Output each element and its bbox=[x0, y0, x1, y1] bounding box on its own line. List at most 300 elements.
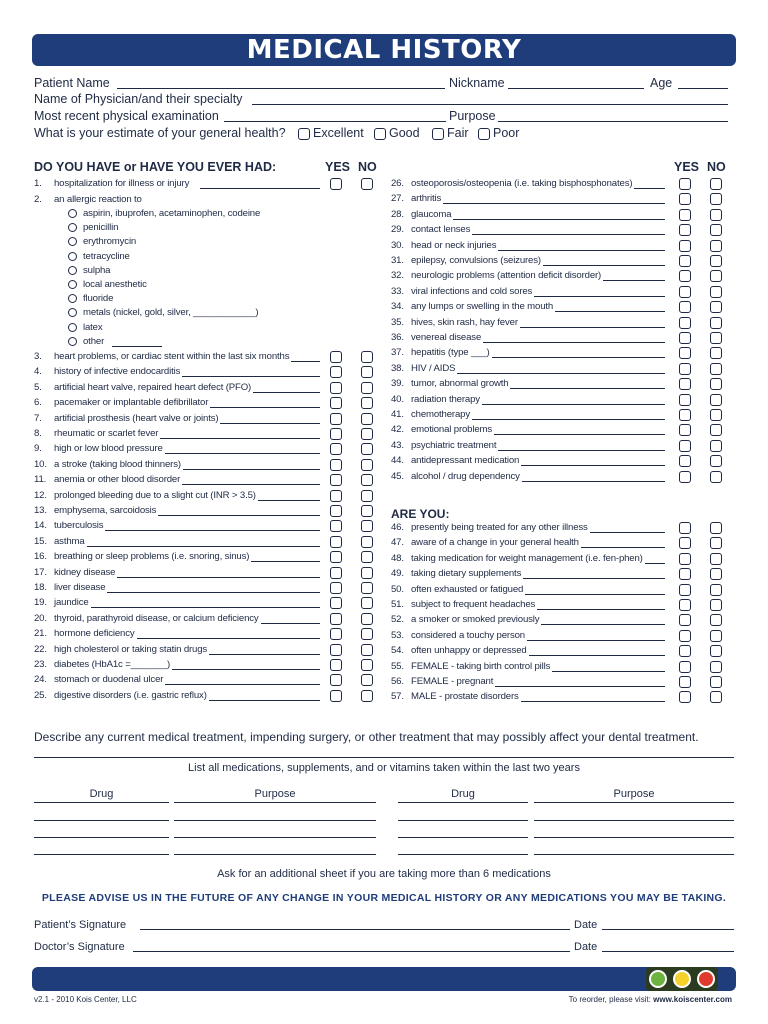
answer-line[interactable] bbox=[603, 280, 665, 281]
question-item bbox=[34, 505, 156, 517]
exam-purpose-field[interactable] bbox=[498, 121, 728, 122]
no-checkbox[interactable] bbox=[710, 537, 722, 549]
yes-checkbox[interactable] bbox=[679, 455, 691, 467]
yes-checkbox[interactable] bbox=[330, 366, 342, 378]
yes-checkbox[interactable] bbox=[679, 676, 691, 688]
yes-checkbox[interactable] bbox=[330, 474, 342, 486]
question-text: anemia or other blood disorder bbox=[54, 474, 181, 486]
question-item bbox=[391, 440, 496, 452]
answer-line[interactable] bbox=[183, 469, 320, 470]
no-checkbox[interactable] bbox=[361, 674, 373, 686]
yes-checkbox[interactable] bbox=[679, 568, 691, 580]
answer-line[interactable] bbox=[472, 419, 665, 420]
allergy-option-radio[interactable] bbox=[68, 223, 77, 232]
question-item bbox=[391, 630, 525, 642]
yes-checkbox[interactable] bbox=[679, 394, 691, 406]
yes-checkbox[interactable] bbox=[679, 409, 691, 421]
medication-entry-line[interactable] bbox=[534, 854, 734, 855]
question-number: 36. bbox=[391, 332, 404, 343]
yes-checkbox[interactable] bbox=[330, 690, 342, 702]
question-text: aware of a change in your general health bbox=[411, 537, 579, 549]
answer-line[interactable] bbox=[107, 592, 320, 593]
medication-entry-line[interactable] bbox=[34, 837, 169, 838]
no-checkbox[interactable] bbox=[361, 567, 373, 579]
allergy-option-radio[interactable] bbox=[68, 308, 77, 317]
question-item bbox=[34, 628, 135, 640]
no-checkbox[interactable] bbox=[361, 690, 373, 702]
no-checkbox[interactable] bbox=[710, 378, 722, 390]
answer-line[interactable] bbox=[510, 388, 665, 389]
yes-checkbox[interactable] bbox=[679, 522, 691, 534]
no-checkbox[interactable] bbox=[710, 363, 722, 375]
no-checkbox[interactable] bbox=[710, 676, 722, 688]
question-item bbox=[34, 428, 158, 440]
no-checkbox[interactable] bbox=[361, 644, 373, 656]
nickname-field[interactable] bbox=[508, 88, 644, 89]
yes-checkbox[interactable] bbox=[679, 424, 691, 436]
yes-checkbox[interactable] bbox=[679, 537, 691, 549]
no-checkbox[interactable] bbox=[361, 505, 373, 517]
describe-treatment-field[interactable] bbox=[34, 757, 734, 758]
yes-checkbox[interactable] bbox=[330, 582, 342, 594]
doctor-signature-field[interactable] bbox=[133, 951, 570, 952]
no-checkbox[interactable] bbox=[710, 347, 722, 359]
question-text: FEMALE - taking birth control pills bbox=[411, 660, 551, 672]
answer-line[interactable] bbox=[483, 342, 665, 343]
yes-checkbox[interactable] bbox=[330, 178, 342, 190]
question-number: 31. bbox=[391, 255, 404, 266]
question-item bbox=[391, 537, 579, 549]
no-checkbox[interactable] bbox=[361, 459, 373, 471]
yes-checkbox[interactable] bbox=[679, 178, 691, 190]
question-number: 34. bbox=[391, 301, 404, 313]
answer-line[interactable] bbox=[91, 607, 320, 608]
yes-checkbox[interactable] bbox=[330, 644, 342, 656]
yes-checkbox[interactable] bbox=[330, 659, 342, 671]
question-item bbox=[391, 568, 521, 580]
health-fair-label: Fair bbox=[447, 126, 469, 140]
question-number: 19. bbox=[34, 597, 47, 609]
yes-column-header-left: YES bbox=[325, 160, 351, 174]
question-item bbox=[34, 597, 89, 609]
question-text: digestive disorders (i.e. gastric reflux) bbox=[54, 689, 207, 701]
yes-checkbox[interactable] bbox=[330, 567, 342, 579]
no-checkbox[interactable] bbox=[710, 332, 722, 344]
health-poor-label: Poor bbox=[493, 126, 520, 140]
no-column-header-left: NO bbox=[358, 160, 377, 174]
allergy-option-label: erythromycin bbox=[83, 236, 137, 248]
question-text: hives, skin rash, hay fever bbox=[411, 316, 518, 328]
question-item bbox=[34, 520, 103, 532]
yes-checkbox[interactable] bbox=[679, 270, 691, 282]
question-text: heart problems, or cardiac stent within the last six months bbox=[54, 351, 290, 362]
medication-entry-line[interactable] bbox=[534, 820, 734, 821]
patient-name-field[interactable] bbox=[117, 88, 445, 89]
answer-line[interactable] bbox=[495, 686, 665, 687]
medication-entry-line[interactable] bbox=[34, 802, 169, 803]
answer-line[interactable] bbox=[552, 671, 665, 672]
physician-label: Name of Physician/and their specialty bbox=[34, 92, 243, 106]
yes-checkbox[interactable] bbox=[330, 397, 342, 409]
question-number: 55. bbox=[391, 660, 404, 672]
answer-line[interactable] bbox=[645, 563, 665, 564]
no-checkbox[interactable] bbox=[710, 193, 722, 205]
no-checkbox[interactable] bbox=[361, 413, 373, 425]
medication-entry-line[interactable] bbox=[174, 854, 376, 855]
answer-line[interactable] bbox=[209, 700, 320, 701]
allergy-option-label: sulpha bbox=[83, 264, 111, 276]
no-checkbox[interactable] bbox=[710, 645, 722, 657]
medication-entry-line[interactable] bbox=[398, 802, 528, 803]
answer-line[interactable] bbox=[498, 250, 665, 251]
yes-checkbox[interactable] bbox=[679, 691, 691, 703]
answer-line[interactable] bbox=[457, 373, 665, 374]
answer-line[interactable] bbox=[172, 669, 320, 670]
yes-checkbox[interactable] bbox=[330, 551, 342, 563]
question-item bbox=[391, 255, 541, 267]
answer-line[interactable] bbox=[590, 532, 665, 533]
yes-checkbox[interactable] bbox=[679, 255, 691, 267]
yes-checkbox[interactable] bbox=[679, 286, 691, 298]
answer-line[interactable] bbox=[534, 296, 665, 297]
yes-checkbox[interactable] bbox=[679, 347, 691, 359]
question-item bbox=[34, 397, 208, 409]
doctor-date-field[interactable] bbox=[602, 951, 734, 952]
question-number: 18. bbox=[34, 582, 47, 593]
patient-date-field[interactable] bbox=[602, 929, 734, 930]
yes-checkbox[interactable] bbox=[679, 240, 691, 252]
no-checkbox[interactable] bbox=[361, 659, 373, 671]
no-checkbox[interactable] bbox=[710, 224, 722, 236]
medication-entry-line[interactable] bbox=[174, 820, 376, 821]
answer-line[interactable] bbox=[521, 701, 665, 702]
question-item bbox=[391, 178, 632, 190]
no-checkbox[interactable] bbox=[710, 691, 722, 703]
question-text: venereal disease bbox=[411, 332, 482, 343]
extra-sheet-note: Ask for an additional sheet if you are taking more than 6 medications bbox=[217, 868, 551, 880]
question-number: 47. bbox=[391, 537, 404, 549]
yes-checkbox[interactable] bbox=[330, 505, 342, 517]
answer-line[interactable] bbox=[165, 453, 320, 454]
yes-checkbox[interactable] bbox=[679, 193, 691, 205]
no-checkbox[interactable] bbox=[710, 471, 722, 483]
question-item bbox=[391, 645, 527, 657]
answer-line[interactable] bbox=[634, 188, 665, 189]
answer-line[interactable] bbox=[261, 623, 320, 624]
no-checkbox[interactable] bbox=[361, 178, 373, 190]
answer-line[interactable] bbox=[472, 234, 665, 235]
medication-entry-line[interactable] bbox=[174, 802, 376, 803]
question-number: 57. bbox=[391, 691, 404, 703]
yes-checkbox[interactable] bbox=[330, 428, 342, 440]
answer-line[interactable] bbox=[521, 465, 665, 466]
medication-entry-line[interactable] bbox=[534, 802, 734, 803]
yellow-light-icon bbox=[673, 970, 691, 988]
no-checkbox[interactable] bbox=[710, 240, 722, 252]
answer-line[interactable] bbox=[525, 594, 665, 595]
no-checkbox[interactable] bbox=[710, 440, 722, 452]
patient-signature-field[interactable] bbox=[140, 929, 570, 930]
answer-line[interactable] bbox=[165, 684, 320, 685]
question-item bbox=[391, 471, 520, 483]
yes-checkbox[interactable] bbox=[679, 614, 691, 626]
answer-line[interactable] bbox=[492, 357, 665, 358]
answer-line[interactable] bbox=[494, 434, 665, 435]
no-checkbox[interactable] bbox=[361, 551, 373, 563]
version-info: v2.1 - 2010 Kois Center, LLC bbox=[34, 995, 137, 1004]
question-number: 27. bbox=[391, 193, 404, 205]
answer-line[interactable] bbox=[160, 438, 320, 439]
question-number: 14. bbox=[34, 520, 47, 532]
no-checkbox[interactable] bbox=[710, 178, 722, 190]
answer-line[interactable] bbox=[105, 530, 320, 531]
allergy-option-radio[interactable] bbox=[68, 237, 77, 246]
medication-entry-line[interactable] bbox=[34, 854, 169, 855]
doctor-date-label: Date bbox=[574, 941, 598, 953]
question-text: taking medication for weight management (i.e. fen-phen) bbox=[411, 552, 643, 564]
question-number: 37. bbox=[391, 347, 404, 359]
yes-checkbox[interactable] bbox=[330, 674, 342, 686]
drug-header-left: Drug bbox=[89, 788, 114, 800]
question-number: 54. bbox=[391, 645, 404, 657]
health-good-checkbox[interactable] bbox=[374, 128, 386, 140]
physician-field[interactable] bbox=[252, 104, 728, 105]
question-number: 10. bbox=[34, 458, 47, 470]
question-number: 22. bbox=[34, 643, 47, 655]
no-checkbox[interactable] bbox=[361, 628, 373, 640]
question-text: hepatitis (type ___) bbox=[411, 347, 490, 359]
title-banner bbox=[32, 34, 736, 66]
medication-entry-line[interactable] bbox=[34, 820, 169, 821]
allergy-option-radio[interactable] bbox=[68, 280, 77, 289]
answer-line[interactable] bbox=[529, 655, 665, 656]
answer-line[interactable] bbox=[137, 638, 320, 639]
medication-entry-line[interactable] bbox=[398, 854, 528, 855]
yes-checkbox[interactable] bbox=[330, 490, 342, 502]
health-poor-checkbox[interactable] bbox=[478, 128, 490, 140]
yes-checkbox[interactable] bbox=[679, 209, 691, 221]
no-checkbox[interactable] bbox=[361, 536, 373, 548]
yes-checkbox[interactable] bbox=[679, 332, 691, 344]
question-number: 53. bbox=[391, 629, 404, 641]
reorder-info: To reorder, please visit: www.koiscenter.com bbox=[568, 995, 732, 1004]
allergy-option-radio[interactable] bbox=[68, 294, 77, 303]
allergy-option-radio[interactable] bbox=[68, 252, 77, 261]
no-checkbox[interactable] bbox=[710, 301, 722, 313]
answer-line[interactable] bbox=[209, 654, 320, 655]
answer-line[interactable] bbox=[258, 500, 320, 501]
answer-line[interactable] bbox=[220, 423, 320, 424]
answer-line[interactable] bbox=[555, 311, 665, 312]
no-checkbox[interactable] bbox=[361, 597, 373, 609]
question-number: 20. bbox=[34, 612, 47, 624]
allergy-option-radio[interactable] bbox=[68, 209, 77, 218]
yes-checkbox[interactable] bbox=[679, 363, 691, 375]
answer-line[interactable] bbox=[253, 392, 320, 393]
allergy-option-label: metals (nickel, gold, silver, ____________) bbox=[83, 307, 259, 319]
answer-line[interactable] bbox=[537, 609, 665, 610]
allergy-option-radio[interactable] bbox=[68, 337, 77, 346]
medication-entry-line[interactable] bbox=[534, 837, 734, 838]
question-number: 3. bbox=[34, 351, 42, 362]
question-number: 13. bbox=[34, 505, 47, 516]
question-number: 45. bbox=[391, 470, 404, 482]
question-item bbox=[34, 674, 163, 686]
question-number: 28. bbox=[391, 208, 404, 220]
no-checkbox[interactable] bbox=[710, 286, 722, 298]
allergy-option-radio[interactable] bbox=[68, 323, 77, 332]
question-number: 6. bbox=[34, 397, 42, 409]
yes-checkbox[interactable] bbox=[679, 378, 691, 390]
yes-checkbox[interactable] bbox=[679, 661, 691, 673]
yes-checkbox[interactable] bbox=[330, 628, 342, 640]
reorder-link[interactable]: www.koiscenter.com bbox=[653, 995, 732, 1004]
answer-line[interactable] bbox=[541, 624, 665, 625]
answer-line[interactable] bbox=[158, 515, 320, 516]
question-item bbox=[391, 363, 455, 375]
answer-line[interactable] bbox=[522, 481, 665, 482]
nickname-label: Nickname bbox=[449, 76, 505, 90]
yes-checkbox[interactable] bbox=[679, 553, 691, 565]
medication-entry-line[interactable] bbox=[174, 837, 376, 838]
health-excellent-checkbox[interactable] bbox=[298, 128, 310, 140]
no-checkbox[interactable] bbox=[710, 568, 722, 580]
medication-entry-line[interactable] bbox=[398, 820, 528, 821]
no-checkbox[interactable] bbox=[710, 270, 722, 282]
no-checkbox[interactable] bbox=[361, 443, 373, 455]
answer-line[interactable] bbox=[291, 361, 320, 362]
no-checkbox[interactable] bbox=[710, 614, 722, 626]
question-text: tuberculosis bbox=[54, 520, 104, 532]
yes-checkbox[interactable] bbox=[679, 584, 691, 596]
answer-line[interactable] bbox=[200, 188, 320, 189]
exam-field[interactable] bbox=[224, 121, 446, 122]
question-item bbox=[391, 332, 481, 344]
question-item bbox=[391, 394, 480, 406]
no-checkbox[interactable] bbox=[361, 490, 373, 502]
no-checkbox[interactable] bbox=[361, 397, 373, 409]
yes-checkbox[interactable] bbox=[330, 413, 342, 425]
medication-entry-line[interactable] bbox=[398, 837, 528, 838]
no-checkbox[interactable] bbox=[361, 351, 373, 363]
question-text: osteoporosis/osteopenia (i.e. taking bisphosphonates) bbox=[411, 178, 633, 189]
no-checkbox[interactable] bbox=[710, 522, 722, 534]
answer-line[interactable] bbox=[251, 561, 320, 562]
question-text: liver disease bbox=[54, 582, 106, 593]
no-checkbox[interactable] bbox=[361, 428, 373, 440]
answer-line[interactable] bbox=[453, 219, 665, 220]
yes-checkbox[interactable] bbox=[330, 459, 342, 471]
yes-checkbox[interactable] bbox=[679, 471, 691, 483]
question-text: prolonged bleeding due to a slight cut (INR > 3.5) bbox=[54, 489, 256, 501]
question-number: 4. bbox=[34, 366, 42, 378]
question-number: 56. bbox=[391, 676, 404, 687]
no-checkbox[interactable] bbox=[710, 209, 722, 221]
other-allergy-field[interactable] bbox=[112, 346, 162, 347]
question-number: 9. bbox=[34, 443, 42, 455]
yes-checkbox[interactable] bbox=[330, 443, 342, 455]
allergy-option-radio[interactable] bbox=[68, 266, 77, 275]
yes-checkbox[interactable] bbox=[679, 645, 691, 657]
question-item bbox=[391, 270, 601, 282]
no-checkbox[interactable] bbox=[710, 661, 722, 673]
answer-line[interactable] bbox=[581, 547, 665, 548]
question-number: 50. bbox=[391, 583, 404, 595]
no-checkbox[interactable] bbox=[710, 409, 722, 421]
medications-title: List all medications, supplements, and or vitamins taken within the last two years bbox=[188, 762, 580, 774]
answer-line[interactable] bbox=[527, 640, 665, 641]
question-number: 24. bbox=[34, 674, 47, 686]
no-checkbox[interactable] bbox=[710, 553, 722, 565]
no-checkbox[interactable] bbox=[361, 613, 373, 625]
answer-line[interactable] bbox=[182, 376, 320, 377]
yes-checkbox[interactable] bbox=[679, 301, 691, 313]
question-item bbox=[391, 691, 519, 703]
answer-line[interactable] bbox=[520, 327, 665, 328]
no-checkbox[interactable] bbox=[361, 474, 373, 486]
answer-line[interactable] bbox=[482, 404, 665, 405]
no-checkbox[interactable] bbox=[710, 584, 722, 596]
health-fair-checkbox[interactable] bbox=[432, 128, 444, 140]
answer-line[interactable] bbox=[523, 578, 665, 579]
no-checkbox[interactable] bbox=[710, 455, 722, 467]
yes-checkbox[interactable] bbox=[330, 351, 342, 363]
question-number: 17. bbox=[34, 566, 47, 578]
no-checkbox[interactable] bbox=[710, 394, 722, 406]
answer-line[interactable] bbox=[117, 577, 320, 578]
yes-checkbox[interactable] bbox=[679, 630, 691, 642]
question-item: 2. an allergic reaction to bbox=[34, 194, 142, 205]
no-checkbox[interactable] bbox=[361, 582, 373, 594]
question-number: 25. bbox=[34, 689, 47, 701]
yes-checkbox[interactable] bbox=[330, 597, 342, 609]
no-checkbox[interactable] bbox=[710, 630, 722, 642]
answer-line[interactable] bbox=[498, 450, 665, 451]
question-item bbox=[34, 644, 207, 656]
green-light-icon bbox=[649, 970, 667, 988]
traffic-light-logo bbox=[646, 967, 718, 991]
yes-checkbox[interactable] bbox=[679, 599, 691, 611]
yes-checkbox[interactable] bbox=[330, 613, 342, 625]
yes-checkbox[interactable] bbox=[679, 440, 691, 452]
yes-column-header-right: YES bbox=[674, 160, 700, 174]
question-text: thyroid, parathyroid disease, or calcium deficiency bbox=[54, 612, 259, 624]
no-checkbox[interactable] bbox=[710, 317, 722, 329]
answer-line[interactable] bbox=[543, 265, 665, 266]
question-text: stomach or duodenal ulcer bbox=[54, 674, 164, 686]
no-checkbox[interactable] bbox=[361, 382, 373, 394]
yes-checkbox[interactable] bbox=[330, 382, 342, 394]
yes-checkbox[interactable] bbox=[330, 520, 342, 532]
question-number: 48. bbox=[391, 552, 404, 564]
answer-line[interactable] bbox=[182, 484, 320, 485]
question-item bbox=[34, 490, 256, 502]
question-number: 21. bbox=[34, 628, 47, 640]
yes-checkbox[interactable] bbox=[679, 317, 691, 329]
answer-line[interactable] bbox=[443, 203, 665, 204]
answer-line[interactable] bbox=[87, 546, 320, 547]
no-checkbox[interactable] bbox=[710, 424, 722, 436]
age-field[interactable] bbox=[678, 88, 728, 89]
yes-checkbox[interactable] bbox=[330, 536, 342, 548]
yes-checkbox[interactable] bbox=[679, 224, 691, 236]
no-checkbox[interactable] bbox=[710, 599, 722, 611]
no-checkbox[interactable] bbox=[361, 366, 373, 378]
no-checkbox[interactable] bbox=[710, 255, 722, 267]
answer-line[interactable] bbox=[210, 407, 320, 408]
no-checkbox[interactable] bbox=[361, 520, 373, 532]
age-label: Age bbox=[650, 76, 673, 90]
